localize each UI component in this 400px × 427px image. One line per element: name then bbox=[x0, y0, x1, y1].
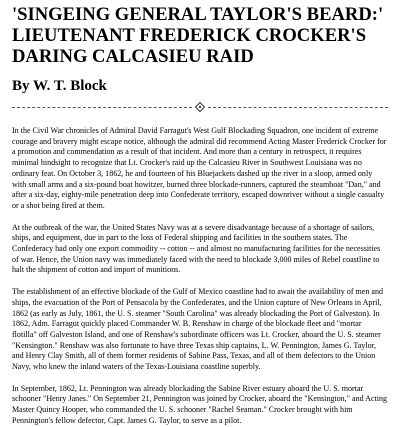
headline-line: LIEUTENANT FREDERICK CROCKER'S bbox=[12, 25, 367, 46]
article-byline: By W. T. Block bbox=[12, 78, 107, 94]
body-paragraph: At the outbreak of the war, the United States Navy was at a severe disadvantage because of a shortage of sailors, ships, and equipment, due in part to the loss of Federal shipping and facilities in the southern states. The Confederacy had only one export commodity -- cotton -- and almost no manufacturing facilities for the necessities of war. Hence, the Union navy was immediately faced with the need to blockade 3,000 miles of Rebel coastline to halt the shipment of cotton and import of munitions. bbox=[12, 222, 381, 275]
ornamental-divider bbox=[12, 102, 388, 112]
headline-line: 'SINGEING GENERAL TAYLOR'S BEARD:' bbox=[12, 4, 384, 25]
divider-rule-left bbox=[12, 107, 192, 108]
divider-rule-right bbox=[208, 107, 388, 108]
body-paragraph: In the Civil War chronicles of Admiral David Farragut's West Gulf Blockading Squadron, one incident of extreme courage and bravery might escape notice, although the admiral did recommend Acting Master Frederick Crocker for a promotion and commendation as a result of that incident. And more than a century in retrospect, it requires minimal hindsight to recognize that Lt. Crocker's raid up the Calcasieu River in Southwest Louisiana was no ordinary feat. On October 3, 1862, he and fourteen of his Bluejackets dashed up the river in a sloop, armed only with small arms and a six-pound boat howitzer, burned three blockade-runners, captured the steamboat "Dan," and after a six-day, eighty-mile penetration deep into Confederate territory, escaped downriver without a single casualty or a shot being fired at them. bbox=[12, 126, 387, 210]
article-body bbox=[12, 126, 388, 427]
article-headline bbox=[12, 4, 388, 67]
diamond-ornament-icon bbox=[192, 102, 208, 112]
body-paragraph: In September, 1862, Lt. Pennington was already blockading the Sabine River estuary aboard the U. S. mortar schooner "Henry Janes." On September 21, Pennington was joined by Crocker, aboard the "Kensington," and Acting Master Quincy Hooper, who commanded the U. S. schooner "Rachel Seaman." Crocker brought with him Pennington's fellow defector, Capt. James G. Taylor, to serve as a pilot. bbox=[12, 383, 388, 425]
headline-line: DARING CALCASIEU RAID bbox=[12, 46, 254, 67]
body-paragraph: The establishment of an effective blockade of the Gulf of Mexico coastline had to await the availability of men and ships, the evacuation of the Port of Pensacola by the Confederates, and the Union capture of New Orleans in April, 1862 (as early as July, 1861, the U. S. steamer "South Carolina" was already blockading the Port of Galveston). In 1862, Adm. Farragut quickly placed Commander W. B. Renshaw in charge of the blockade fleet and "mortar flotilla" off Galveston Island, and one of Renshaw's subordinate officers was Lt. Crocker, aboard the U. S. steamer "Kensington." Renshaw was also fortunate to have three Texas ship captains, L. W. Pennington, James G. Taylor, and Henry Clay Smith, all of them former residents of Sabine Pass, Texas, and all of them defectors to the Union Navy, who knew the inland waters of the Texas-Louisiana coastline superbly. bbox=[12, 287, 383, 372]
diamond-ornament-icon-shape bbox=[195, 102, 205, 112]
